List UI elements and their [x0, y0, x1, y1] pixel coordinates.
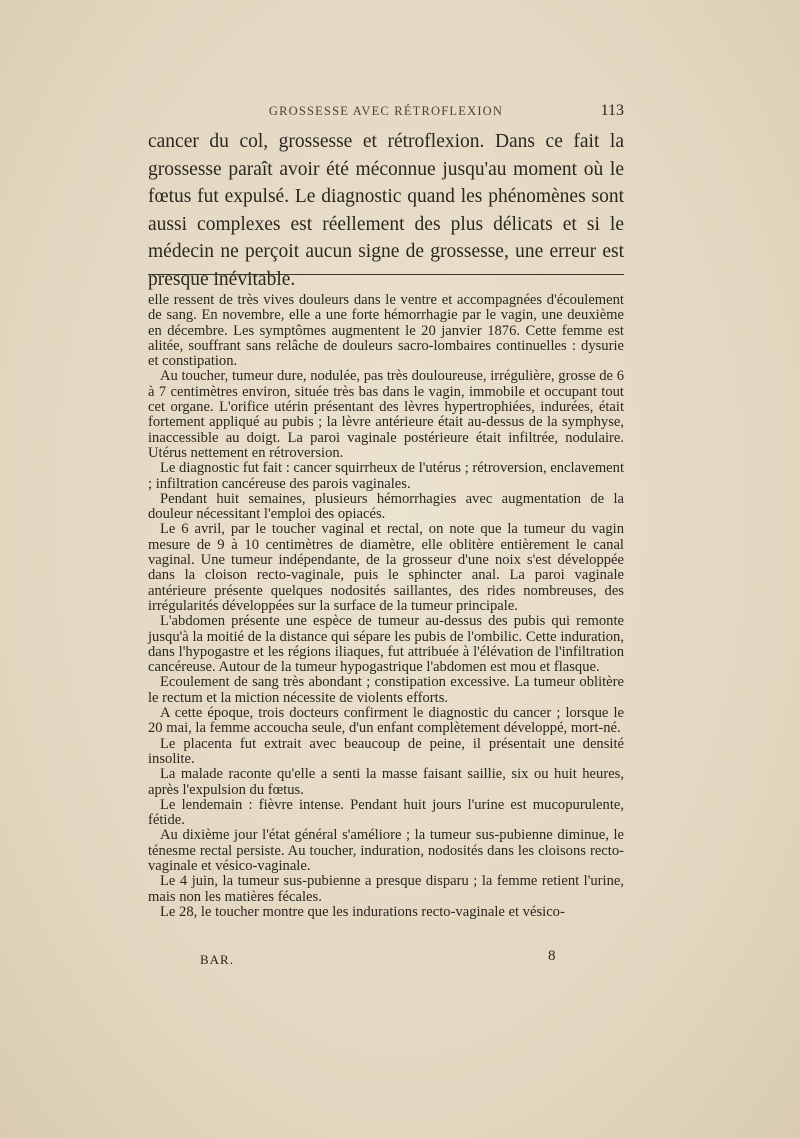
note-paragraph: Le lendemain : fièvre intense. Pendant huit jours l'urine est mucopurulente, fétide.: [148, 796, 624, 829]
case-note: [148, 293, 624, 920]
page-number: 113: [600, 102, 624, 119]
signature-mark: BAR.: [200, 952, 234, 967]
page-header: [148, 104, 624, 124]
note-paragraph: Ecoulement de sang très abondant ; constipation excessive. La tumeur oblitère le rectum et la miction nécessite de violents efforts.: [148, 674, 624, 706]
note-paragraph: Le 4 juin, la tumeur sus-pubienne a presque disparu ; la femme retient l'urine, mais non les matières fécales.: [148, 873, 624, 905]
note-paragraph: elle ressent de très vives douleurs dans le ventre et accompagnées d'écoulement de sang. En novembre, elle a une forte hémorrhagie par le vagin, une deuxième en décembre. Les symptômes augmentent le 20 janvier 1876. Cette femme est alitée, souffrant sans relâche de douleurs sacro-lombaires continuelles : dysurie et constipation.: [148, 292, 624, 370]
note-paragraph: Le 28, le toucher montre que les indurations recto-vaginale et vésico-: [160, 903, 565, 920]
page-footer: [200, 948, 560, 968]
main-text: [148, 128, 624, 293]
sheet-number: 8: [548, 948, 556, 964]
note-paragraph: Le placenta fut extrait avec beaucoup de peine, il présentait une densité insolite.: [148, 735, 624, 767]
note-paragraph: Le diagnostic fut fait : cancer squirrheux de l'utérus ; rétroversion, enclavement ; infiltration cancéreuse des parois vaginales.: [148, 460, 624, 492]
note-paragraph: A cette époque, trois docteurs confirment le diagnostic du cancer ; lorsque le 20 mai, la femme accoucha seule, d'un enfant complètement développé, mort-né.: [148, 705, 624, 737]
note-paragraph: Au dixième jour l'état général s'améliore ; la tumeur sus-pubienne diminue, le ténesme rectal persiste. Au toucher, induration, nodosités dans les cloisons recto-vaginale et vésico-vaginale.: [148, 827, 624, 874]
note-paragraph: L'abdomen présente une espèce de tumeur au-dessus des pubis qui remonte jusqu'à la moitié de la distance qui sépare les pubis de l'ombilic. Cette induration, dans l'hypogastre et les régions iliaques, fut attribuée à l'élévation de l'infiltration cancéreuse. Autour de la tumeur hypogastrique l'abdomen est mou et flasque.: [148, 613, 624, 676]
separator-rule: [148, 274, 624, 275]
note-paragraph: Pendant huit semaines, plusieurs hémorrhagies avec augmentation de la douleur nécessitant l'emploi des opiacés.: [148, 490, 624, 523]
note-paragraph: La malade raconte qu'elle a senti la masse faisant saillie, six ou huit heures, après l'expulsion du fœtus.: [148, 766, 624, 798]
note-paragraph: Le 6 avril, par le toucher vaginal et rectal, on note que la tumeur du vagin mesure de 9 à 10 centimètres de diamètre, elle oblitère entièrement le canal vaginal. Une tumeur indépendante, de la grosseur d'une noix s'est développée dans la cloison recto-vaginale, puis le sphincter anal. La paroi vaginale antérieure présente quelques nodosités saillantes, des rides nombreuses, des irrégularités développées sur la surface de la tumeur principale.: [148, 521, 624, 614]
main-paragraph: cancer du col, grossesse et rétroflexion. Dans ce fait la grossesse paraît avoir été méconnue jusqu'au moment où le fœtus fut expulsé. Le diagnostic quand les phénomènes sont aussi complexes est réellement des plus délicats et si le médecin ne perçoit aucun signe de grossesse, une erreur est presque inévitable.: [148, 131, 624, 290]
running-title: GROSSESSE AVEC RÉTROFLEXION: [268, 104, 504, 118]
note-paragraph: Au toucher, tumeur dure, nodulée, pas très douloureuse, irrégulière, grosse de 6 à 7 centimètres environ, située très bas dans le vagin, immobile et occupant tout cet organe. L'orifice utérin présentant des lèvres hypertrophiées, indurées, était fortement appliqué au pubis ; la lèvre antérieure était au-dessus de la symphyse, inaccessible au doigt. La paroi vaginale postérieure était infiltrée, nodulaire. Utérus nettement en rétroversion.: [148, 368, 624, 461]
